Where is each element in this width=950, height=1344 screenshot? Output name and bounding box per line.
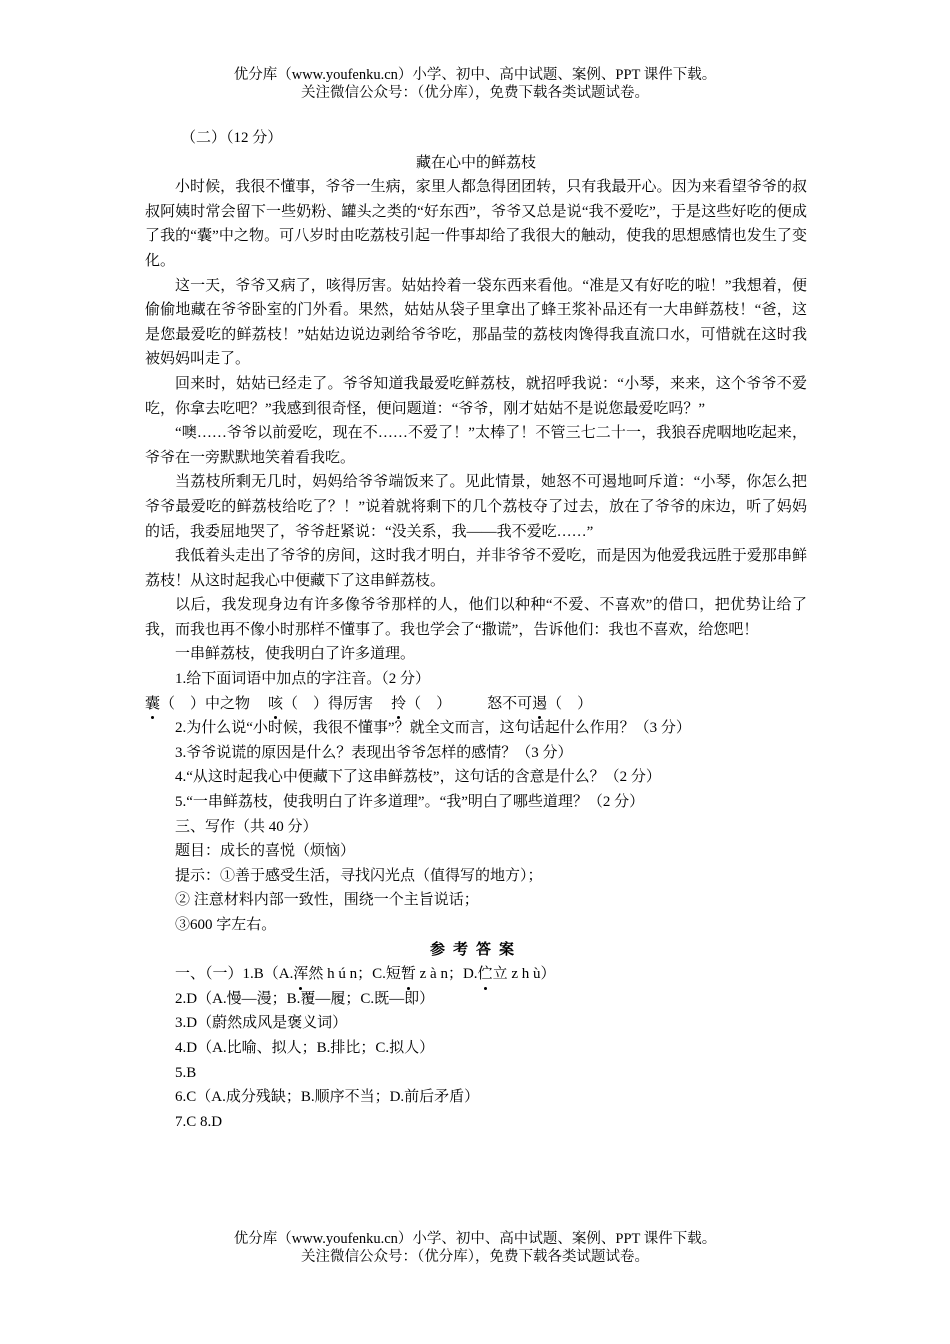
header-line-1: 优分库（www.youfenku.cn）小学、初中、高中试题、案例、PPT 课件下载。 [233,67,717,83]
passage-paragraph-6: 我低着头走出了爷爷的房间，这时我才明白，并非爷爷不爱吃，而是因为他爱我远胜于爱那串鲜荔枝！从这时起我心中便藏下了这串鲜荔枝。 [145,548,807,589]
answer-4: 4.D（A.比喻、拟人；B.排比；C.拟人） [175,1039,435,1056]
dotted-char-hun: 浑 [293,962,308,987]
passage-paragraph-3: 回来时，姑姑已经走了。爷爷知道我最爱吃鲜荔枝，就招呼我说：“小琴，来来，这个爷爷不爱吃，你拿去吃吧？”我感到很奇怪，便问题道：“爷爷，刚才姑姑不是说您最爱吃吗？” [145,375,807,417]
footer-line-2: 关注微信公众号：（优分库），免费下载各类试题试卷。 [301,1249,649,1265]
passage-paragraph-5: 当荔枝所剩无几时，妈妈给爷爷端饭来了。见此情景，她怒不可遏地呵斥道：“小琴，你怎么把爷爷最爱吃的鲜荔枝给吃了？！”说着就将剩下的几个荔枝夺了过去，放在了爷爷的床边，听了妈妈的话，我委屈地哭了，爷爷赶紧说：“没关系，我——我不爱吃……” [145,474,807,540]
answer-1 [145,962,807,987]
passage-paragraph-8: 一串鲜荔枝，使我明白了许多道理。 [175,646,416,663]
word-4-prefix: 怒不可 [487,695,533,712]
word-4-blank: （ ） [547,695,593,712]
question-4: 4.“从这时起我心中便藏下了这串鲜荔枝”，这句话的含意是什么？（2 分） [175,769,661,786]
answer-3: 3.D（蔚然成风是褒义词） [175,1015,348,1032]
answer-1-part-2: z à n；D. [415,966,478,983]
answers-title: 参考答案 [429,941,522,958]
section-label: （二）（12 分） [181,130,283,146]
passage-title: 藏在心中的鲜荔枝 [415,154,536,171]
answer-5: 5.B [175,1064,197,1081]
footer-line-1: 优分库（www.youfenku.cn）小学、初中、高中试题、案例、PPT 课件下载。 [233,1231,717,1247]
dotted-char-ke: 咳 [268,692,283,717]
passage-paragraph-1: 小时候，我很不懂事，爷爷一生病，家里人都急得团团转，只有我最开心。因为来看望爷爷的叔叔阿姨时常会留下一些奶粉、罐头之类的“好东西”，爷爷又总是说“我不爱吃”，于是这些好吃的便成了我的“囊”中之物。可八岁时由吃荔枝引起一件事却给了我很大的触动，使我的思想感情也发生了变化。 [145,179,807,269]
answer-1-part-1: 然 h ú n；C.短 [308,966,401,983]
writing-hint-3: ③600 字左右。 [175,917,277,933]
writing-hint-1: 提示：①善于感受生活，寻找闪光点（值得写的地方）； [175,867,543,884]
question-5: 5.“一串鲜荔枝，使我明白了许多道理”。“我”明白了哪些道理？（2 分） [175,794,645,811]
answer-1-prefix: 一、（一）1.B（A. [175,966,294,983]
answer-1-part-3: 立 z h ù） [492,966,556,983]
answer-6: 6.C（A.成分残缺；B.顺序不当；D.前后矛盾） [175,1089,480,1106]
dotted-char-lin: 拎 [391,692,406,717]
page-footer [0,1230,950,1266]
header-line-2: 关注微信公众号：（优分库），免费下载各类试题试卷。 [301,85,649,101]
writing-heading: 三、写作（共 40 分） [175,818,318,835]
passage-paragraph-4: “噢……爷爷以前爱吃，现在不……不爱了！”太棒了！不管三七二十一，我狼吞虎咽地吃起来，爷爷在一旁默默地笑着看我吃。 [145,425,807,466]
question-2: 2.为什么说“小时候，我很不懂事”？就全文而言，这句话起什么作用？（3 分） [175,720,691,737]
page-header [0,66,950,102]
dotted-char-e: 遏 [532,692,547,717]
word-3-blank: （ ） [406,695,452,712]
word-2-blank: （ ）得厉害 [283,695,374,712]
dotted-char-nang: 囊 [145,692,160,717]
question-3: 3.爷爷说谎的原因是什么？表现出爷爷怎样的感情？（3 分） [175,744,573,761]
dotted-char-zan: 暂 [401,962,416,987]
answer-2: 2.D（A.慢—漫；B.覆—履；C.既—即） [175,990,435,1007]
main-content [145,126,807,1134]
answer-7-8: 7.C 8.D [175,1113,223,1130]
question-1-words [145,692,807,717]
dotted-char-zhu: 伫 [478,962,493,987]
question-1: 1.给下面词语中加点的字注音。（2 分） [175,671,431,688]
writing-topic: 题目：成长的喜悦（烦恼） [175,843,356,860]
passage-paragraph-7: 以后，我发现身边有许多像爷爷那样的人，他们以种种“不爱、不喜欢”的借口，把优势让给了我，而我也再不像小时那样不懂事了。我也学会了“撒谎”，告诉他们：我也不喜欢，给您吧！ [145,597,807,638]
word-1-blank: （ ）中之物 [160,695,251,712]
writing-hint-2: ② 注意材料内部一致性，围绕一个主旨说话； [175,892,479,909]
passage-paragraph-2: 这一天，爷爷又病了，咳得厉害。姑姑拎着一袋东西来看他。“准是又有好吃的啦！”我想着，便偷偷地藏在爷爷卧室的门外看。果然，姑姑从袋子里拿出了蜂王浆补品还有一大串鲜荔枝！“爸，这是您最爱吃的鲜荔枝！”姑姑边说边剥给爷爷吃，那晶莹的荔枝肉馋得我直流口水，可惜就在这时我被妈妈叫走了。 [145,277,807,368]
